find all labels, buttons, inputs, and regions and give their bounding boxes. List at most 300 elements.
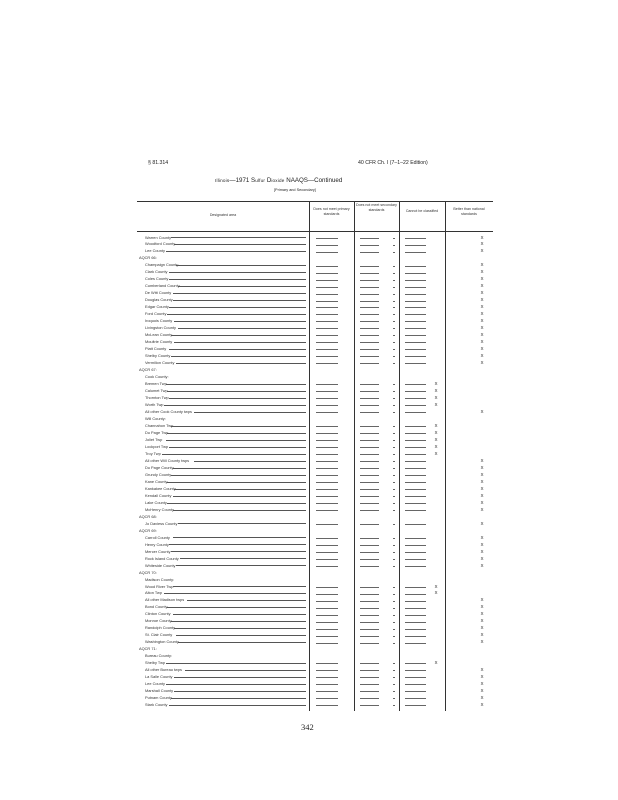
leader-line bbox=[173, 614, 307, 615]
col-header-designated-area: Designated area bbox=[209, 213, 237, 217]
table-row bbox=[0, 520, 618, 527]
table-row bbox=[0, 555, 618, 562]
leader-line bbox=[173, 586, 307, 587]
blank-entry-rule bbox=[316, 398, 338, 399]
footnote-dash bbox=[393, 594, 395, 595]
mark-better-than-national: X bbox=[480, 464, 484, 470]
blank-entry-rule bbox=[360, 287, 379, 288]
group-heading-row bbox=[0, 576, 618, 583]
group-heading-row bbox=[0, 527, 618, 534]
blank-entry-rule bbox=[316, 587, 338, 588]
mark-better-than-national: X bbox=[480, 360, 484, 366]
area-name: Bremen Twp bbox=[145, 381, 167, 387]
leader-line bbox=[176, 265, 306, 266]
blank-entry-rule bbox=[316, 482, 338, 483]
blank-entry-rule bbox=[360, 496, 379, 497]
table-row bbox=[0, 631, 618, 638]
blank-entry-rule bbox=[360, 559, 379, 560]
footnote-dash bbox=[393, 503, 395, 504]
blank-entry-rule bbox=[405, 412, 426, 413]
blank-entry-rule bbox=[316, 335, 338, 336]
footnote-dash bbox=[393, 538, 395, 539]
footnote-dash bbox=[393, 335, 395, 336]
mark-unclassifiable: X bbox=[434, 402, 438, 408]
blank-entry-rule bbox=[316, 643, 338, 644]
blank-entry-rule bbox=[316, 426, 338, 427]
blank-entry-rule bbox=[405, 677, 426, 678]
blank-entry-rule bbox=[360, 273, 379, 274]
area-name: St. Clair County bbox=[145, 632, 173, 638]
footnote-dash bbox=[393, 454, 395, 455]
mark-better-than-national: X bbox=[480, 311, 484, 317]
mark-better-than-national: X bbox=[480, 604, 484, 610]
footnote-dash bbox=[393, 677, 395, 678]
title-state: Illinois bbox=[215, 178, 230, 183]
footnote-dash bbox=[393, 468, 395, 469]
mark-better-than-national: X bbox=[480, 548, 484, 554]
blank-entry-rule bbox=[360, 454, 379, 455]
blank-entry-rule bbox=[316, 440, 338, 441]
mark-better-than-national: X bbox=[480, 269, 484, 275]
blank-entry-rule bbox=[316, 503, 338, 504]
table-row bbox=[0, 673, 618, 680]
blank-entry-rule bbox=[360, 440, 379, 441]
group-heading: Bureau County: bbox=[145, 653, 173, 659]
blank-entry-rule bbox=[405, 356, 426, 357]
table-row bbox=[0, 589, 618, 596]
blank-entry-rule bbox=[360, 691, 379, 692]
blank-entry-rule bbox=[405, 684, 426, 685]
footnote-dash bbox=[393, 391, 395, 392]
blank-entry-rule bbox=[316, 524, 338, 525]
blank-entry-rule bbox=[360, 294, 379, 295]
blank-entry-rule bbox=[316, 412, 338, 413]
blank-entry-rule bbox=[360, 566, 379, 567]
table-row bbox=[0, 464, 618, 471]
blank-entry-rule bbox=[405, 510, 426, 511]
blank-entry-rule bbox=[405, 636, 426, 637]
mark-better-than-national: X bbox=[480, 597, 484, 603]
table-row bbox=[0, 506, 618, 513]
footnote-dash bbox=[393, 636, 395, 637]
area-name: Marshall County bbox=[145, 688, 174, 694]
group-heading: AQCR 69: bbox=[139, 527, 157, 533]
blank-entry-rule bbox=[405, 447, 426, 448]
leader-line bbox=[171, 335, 306, 336]
blank-entry-rule bbox=[360, 342, 379, 343]
leader-line bbox=[176, 635, 306, 636]
blank-entry-rule bbox=[316, 363, 338, 364]
blank-entry-rule bbox=[360, 636, 379, 637]
mark-better-than-national: X bbox=[480, 234, 484, 240]
blank-entry-rule bbox=[405, 252, 426, 253]
footnote-dash bbox=[393, 552, 395, 553]
leader-line bbox=[169, 307, 306, 308]
mark-better-than-national: X bbox=[480, 639, 484, 645]
blank-entry-rule bbox=[316, 608, 338, 609]
blank-entry-rule bbox=[405, 622, 426, 623]
blank-entry-rule bbox=[360, 433, 379, 434]
mark-better-than-national: X bbox=[480, 702, 484, 708]
mark-better-than-national: X bbox=[480, 290, 484, 296]
footnote-dash bbox=[393, 294, 395, 295]
area-name: Carroll County bbox=[145, 534, 170, 540]
blank-entry-rule bbox=[405, 663, 426, 664]
blank-entry-rule bbox=[360, 356, 379, 357]
blank-entry-rule bbox=[316, 705, 338, 706]
blank-entry-rule bbox=[316, 321, 338, 322]
blank-entry-rule bbox=[316, 489, 338, 490]
blank-entry-rule bbox=[405, 461, 426, 462]
leader-line bbox=[167, 607, 306, 608]
blank-entry-rule bbox=[316, 301, 338, 302]
footnote-dash bbox=[393, 601, 395, 602]
mark-unclassifiable: X bbox=[434, 660, 438, 666]
leader-line bbox=[174, 489, 306, 490]
blank-entry-rule bbox=[405, 238, 426, 239]
leader-line bbox=[167, 391, 306, 392]
blank-entry-rule bbox=[316, 342, 338, 343]
blank-entry-rule bbox=[360, 677, 379, 678]
table-row bbox=[0, 275, 618, 282]
leader-line bbox=[173, 537, 307, 538]
blank-entry-rule bbox=[405, 384, 426, 385]
area-name: La Salle County bbox=[145, 674, 173, 680]
group-heading-row bbox=[0, 415, 618, 422]
blank-entry-rule bbox=[405, 335, 426, 336]
area-name: Shelby Twp bbox=[145, 660, 166, 666]
table-row bbox=[0, 401, 618, 408]
leader-line bbox=[171, 426, 306, 427]
area-name: Grundy County bbox=[145, 471, 172, 477]
blank-entry-rule bbox=[405, 629, 426, 630]
table-row bbox=[0, 478, 618, 485]
blank-entry-rule bbox=[405, 482, 426, 483]
footnote-dash bbox=[393, 705, 395, 706]
mark-better-than-national: X bbox=[480, 262, 484, 268]
area-name: All other Bureau twps bbox=[145, 667, 182, 673]
leader-line bbox=[171, 237, 306, 238]
area-name: Mercer County bbox=[145, 548, 171, 554]
blank-entry-rule bbox=[405, 601, 426, 602]
mark-better-than-national: X bbox=[480, 325, 484, 331]
blank-entry-rule bbox=[316, 475, 338, 476]
footnote-dash bbox=[393, 524, 395, 525]
footnote-dash bbox=[393, 307, 395, 308]
blank-entry-rule bbox=[316, 273, 338, 274]
mark-better-than-national: X bbox=[480, 611, 484, 617]
table-row bbox=[0, 345, 618, 352]
blank-entry-rule bbox=[316, 314, 338, 315]
area-name: McHenry County bbox=[145, 506, 174, 512]
leader-line bbox=[194, 412, 307, 413]
mark-better-than-national: X bbox=[480, 318, 484, 324]
footnote-dash bbox=[393, 405, 395, 406]
blank-entry-rule bbox=[316, 545, 338, 546]
leader-line bbox=[180, 558, 307, 559]
title-ioxide: ioxide bbox=[271, 178, 285, 183]
blank-entry-rule bbox=[405, 587, 426, 588]
blank-entry-rule bbox=[316, 454, 338, 455]
blank-entry-rule bbox=[405, 266, 426, 267]
leader-line bbox=[194, 461, 307, 462]
table-row bbox=[0, 380, 618, 387]
mark-better-than-national: X bbox=[480, 248, 484, 254]
blank-entry-rule bbox=[360, 426, 379, 427]
footnote-dash bbox=[393, 349, 395, 350]
table-top-rule bbox=[137, 201, 493, 202]
blank-entry-rule bbox=[360, 601, 379, 602]
leader-line bbox=[169, 447, 306, 448]
blank-entry-rule bbox=[316, 433, 338, 434]
mark-better-than-national: X bbox=[480, 618, 484, 624]
title-rest: NAAQS—Continued bbox=[286, 177, 343, 184]
leader-line bbox=[185, 670, 306, 671]
area-name: Randolph County bbox=[145, 625, 176, 631]
blank-entry-rule bbox=[360, 335, 379, 336]
mark-better-than-national: X bbox=[480, 492, 484, 498]
footnote-dash bbox=[393, 301, 395, 302]
table-row bbox=[0, 450, 618, 457]
footnote-dash bbox=[393, 670, 395, 671]
blank-entry-rule bbox=[405, 670, 426, 671]
blank-entry-rule bbox=[316, 287, 338, 288]
mark-better-than-national: X bbox=[480, 457, 484, 463]
table-row bbox=[0, 422, 618, 429]
leader-line bbox=[174, 342, 306, 343]
footnote-dash bbox=[393, 384, 395, 385]
footnote-dash bbox=[393, 412, 395, 413]
table-row bbox=[0, 443, 618, 450]
blank-entry-rule bbox=[316, 349, 338, 350]
mark-better-than-national: X bbox=[480, 667, 484, 673]
mark-better-than-national: X bbox=[480, 541, 484, 547]
blank-entry-rule bbox=[316, 559, 338, 560]
mark-better-than-national: X bbox=[480, 276, 484, 282]
area-name: Clinton County bbox=[145, 611, 171, 617]
blank-entry-rule bbox=[316, 677, 338, 678]
blank-entry-rule bbox=[316, 663, 338, 664]
table-header-rule bbox=[137, 231, 493, 232]
blank-entry-rule bbox=[360, 314, 379, 315]
blank-entry-rule bbox=[360, 245, 379, 246]
table-row bbox=[0, 701, 618, 708]
blank-entry-rule bbox=[405, 566, 426, 567]
blank-entry-rule bbox=[405, 391, 426, 392]
area-name: Alton Twp bbox=[145, 590, 163, 596]
mark-better-than-national: X bbox=[480, 632, 484, 638]
mark-better-than-national: X bbox=[480, 695, 484, 701]
blank-entry-rule bbox=[360, 538, 379, 539]
table-row bbox=[0, 310, 618, 317]
blank-entry-rule bbox=[360, 238, 379, 239]
blank-entry-rule bbox=[360, 349, 379, 350]
footnote-dash bbox=[393, 426, 395, 427]
cfr-edition: 40 CFR Ch. I (7–1–22 Edition) bbox=[358, 160, 428, 166]
blank-entry-rule bbox=[405, 287, 426, 288]
area-name: Kane County bbox=[145, 478, 168, 484]
blank-entry-rule bbox=[316, 328, 338, 329]
blank-entry-rule bbox=[360, 398, 379, 399]
blank-entry-rule bbox=[405, 454, 426, 455]
area-name: Bond County bbox=[145, 604, 168, 610]
leader-line bbox=[173, 293, 307, 294]
mark-better-than-national: X bbox=[480, 520, 484, 526]
blank-entry-rule bbox=[316, 594, 338, 595]
mark-unclassifiable: X bbox=[434, 590, 438, 596]
blank-entry-rule bbox=[360, 412, 379, 413]
area-name: Livingston County bbox=[145, 325, 176, 331]
table-row bbox=[0, 331, 618, 338]
footnote-dash bbox=[393, 622, 395, 623]
table-row bbox=[0, 562, 618, 569]
footnote-dash bbox=[393, 559, 395, 560]
footnote-dash bbox=[393, 643, 395, 644]
blank-entry-rule bbox=[316, 552, 338, 553]
blank-entry-rule bbox=[316, 510, 338, 511]
blank-entry-rule bbox=[360, 328, 379, 329]
mark-unclassifiable: X bbox=[434, 395, 438, 401]
footnote-dash bbox=[393, 482, 395, 483]
blank-entry-rule bbox=[316, 238, 338, 239]
title-dash: —1971 bbox=[229, 177, 252, 184]
footnote-dash bbox=[393, 663, 395, 664]
blank-entry-rule bbox=[405, 475, 426, 476]
mark-better-than-national: X bbox=[480, 332, 484, 338]
blank-entry-rule bbox=[360, 475, 379, 476]
blank-entry-rule bbox=[316, 566, 338, 567]
leader-line bbox=[167, 503, 306, 504]
footnote-dash bbox=[393, 356, 395, 357]
footnote-dash bbox=[393, 587, 395, 588]
blank-entry-rule bbox=[316, 670, 338, 671]
blank-entry-rule bbox=[360, 447, 379, 448]
table-row bbox=[0, 261, 618, 268]
table-row bbox=[0, 541, 618, 548]
blank-entry-rule bbox=[405, 538, 426, 539]
leader-line bbox=[173, 300, 307, 301]
footnote-dash bbox=[393, 510, 395, 511]
table-row bbox=[0, 680, 618, 687]
footnote-dash bbox=[393, 684, 395, 685]
leader-line bbox=[174, 321, 306, 322]
area-name: Kendall County bbox=[145, 492, 172, 498]
table-row bbox=[0, 234, 618, 241]
group-heading-row bbox=[0, 569, 618, 576]
table-row bbox=[0, 666, 618, 673]
blank-entry-rule bbox=[316, 691, 338, 692]
group-heading: AQCR 71: bbox=[139, 646, 157, 652]
table-row bbox=[0, 359, 618, 366]
blank-entry-rule bbox=[405, 489, 426, 490]
blank-entry-rule bbox=[316, 684, 338, 685]
mark-unclassifiable: X bbox=[434, 436, 438, 442]
blank-entry-rule bbox=[316, 294, 338, 295]
area-name: Monroe County bbox=[145, 618, 172, 624]
blank-entry-rule bbox=[405, 698, 426, 699]
table-row bbox=[0, 534, 618, 541]
blank-entry-rule bbox=[316, 468, 338, 469]
group-heading: Cook County: bbox=[145, 374, 169, 380]
blank-entry-rule bbox=[360, 670, 379, 671]
blank-entry-rule bbox=[360, 321, 379, 322]
area-name: All other Cook County twps bbox=[145, 409, 192, 414]
table-row bbox=[0, 499, 618, 506]
blank-entry-rule bbox=[316, 384, 338, 385]
mark-better-than-national: X bbox=[480, 534, 484, 540]
area-name: All other Will County twps bbox=[145, 457, 190, 463]
table-row bbox=[0, 394, 618, 401]
leader-line bbox=[169, 544, 306, 545]
area-name: Clark County bbox=[145, 269, 168, 275]
area-name: Shelby County bbox=[145, 353, 171, 359]
area-name: Moultrie County bbox=[145, 339, 173, 345]
area-name: Kankakee County bbox=[145, 485, 176, 491]
col-header-primary: Does not meet primary standards bbox=[313, 207, 350, 216]
blank-entry-rule bbox=[360, 405, 379, 406]
blank-entry-rule bbox=[405, 245, 426, 246]
area-name: Du Page County bbox=[145, 464, 174, 470]
area-name: Calumet Twp bbox=[145, 388, 168, 394]
footnote-dash bbox=[393, 566, 395, 567]
leader-line bbox=[166, 684, 307, 685]
leader-line bbox=[164, 405, 306, 406]
blank-entry-rule bbox=[360, 684, 379, 685]
mark-better-than-national: X bbox=[480, 625, 484, 631]
footnote-dash bbox=[393, 433, 395, 434]
leader-line bbox=[178, 523, 306, 524]
blank-entry-rule bbox=[360, 266, 379, 267]
blank-entry-rule bbox=[405, 643, 426, 644]
blank-entry-rule bbox=[405, 349, 426, 350]
blank-entry-rule bbox=[360, 307, 379, 308]
mark-unclassifiable: X bbox=[434, 381, 438, 387]
footnote-dash bbox=[393, 245, 395, 246]
area-name: Whiteside County bbox=[145, 562, 176, 568]
group-heading-row bbox=[0, 513, 618, 520]
footnote-dash bbox=[393, 363, 395, 364]
table-row bbox=[0, 610, 618, 617]
group-heading: Will County: bbox=[145, 415, 166, 421]
table-row bbox=[0, 694, 618, 701]
blank-entry-rule bbox=[405, 321, 426, 322]
footnote-dash bbox=[393, 461, 395, 462]
mark-better-than-national: X bbox=[480, 297, 484, 303]
area-name: Cumberland County bbox=[145, 283, 180, 289]
footnote-dash bbox=[393, 287, 395, 288]
table-row bbox=[0, 240, 618, 247]
section-number: § 81.314 bbox=[148, 160, 169, 166]
table-row bbox=[0, 268, 618, 275]
mark-unclassifiable: X bbox=[434, 443, 438, 449]
leader-line bbox=[178, 642, 306, 643]
area-name: Troy Twp bbox=[145, 450, 161, 456]
area-name: Worth Twp bbox=[145, 402, 164, 408]
blank-entry-rule bbox=[405, 433, 426, 434]
blank-entry-rule bbox=[405, 545, 426, 546]
blank-entry-rule bbox=[405, 280, 426, 281]
blank-entry-rule bbox=[316, 447, 338, 448]
table-row bbox=[0, 492, 618, 499]
blank-entry-rule bbox=[360, 363, 379, 364]
blank-entry-rule bbox=[360, 482, 379, 483]
footnote-dash bbox=[393, 615, 395, 616]
col-header-better: Better than national standards bbox=[453, 207, 485, 216]
table-row bbox=[0, 457, 618, 464]
blank-entry-rule bbox=[405, 552, 426, 553]
blank-entry-rule bbox=[405, 273, 426, 274]
area-name: Joliet Twp bbox=[145, 436, 163, 442]
